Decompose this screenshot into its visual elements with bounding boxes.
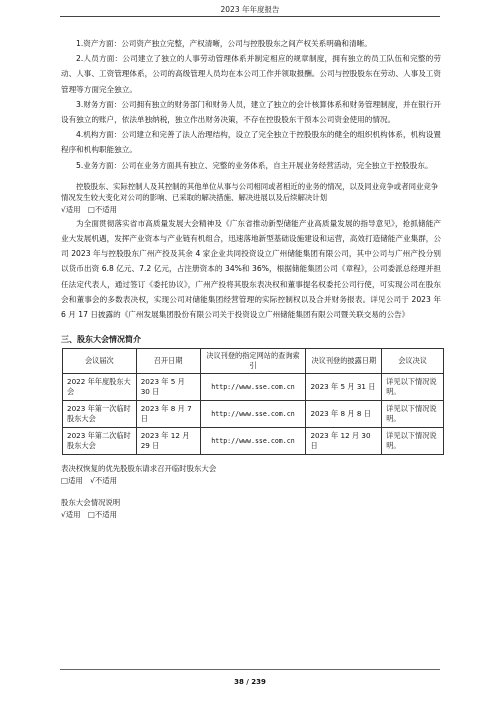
independence-finance: 3.财务方面：公司拥有独立的财务部门和财务人员，建立了独立的会计核算体系和财务管理制度，并在银行开设有独立的账户，依法单独纳税，独立作出财务决策，不存在控股股东干预本公司资金使用的情况。 — [61, 99, 441, 125]
independence-personnel: 2.人员方面：公司建立了独立的人事劳动管理体系并制定相应的规章制度，拥有独立的员工队伍和完整的劳动、人事、工资管理体系，公司的高级管理人员均在本公司工作并领取报酬。公司与控股股东在劳动、人事及工资管理等方面完全独立。 — [61, 54, 441, 94]
cell-resolution: 详见以下情况说明。 — [382, 428, 444, 455]
cell-date: 2023 年 5 月 30 日 — [136, 374, 200, 401]
competition-applicability: √适用 □不适用 — [61, 204, 118, 214]
header-resolution: 会议决议 — [382, 349, 444, 374]
shareholder-meetings-table — [62, 348, 444, 455]
cell-session: 2022 年年度股东大会 — [63, 374, 137, 401]
page-header: 2023 年年度报告 — [220, 5, 280, 14]
header-divider — [60, 16, 440, 17]
cell-date: 2023 年 8 月 7 日 — [136, 401, 200, 428]
cell-resolution: 详见以下情况说明。 — [382, 374, 444, 401]
cell-website-link[interactable]: http://www.sse.com.cn — [200, 401, 306, 428]
cell-session: 2023 年第二次临时股东大会 — [63, 428, 137, 455]
table-header-row — [63, 349, 444, 374]
independence-organization: 4.机构方面：公司建立和完善了法人治理结构，设立了完全独立于控股股东的健全的组织机构体系，机构设置程序和机构职能独立。 — [61, 130, 441, 155]
cell-website-link[interactable]: http://www.sse.com.cn — [200, 428, 306, 455]
cell-website-link[interactable]: http://www.sse.com.cn — [200, 374, 306, 401]
competition-body: 为全面贯彻落实省市高质量发展大会精神及《广东省推动新型储能产业高质量发展的指导意见》，抢抓储能产业大发展机遇，发挥产业资本与产业链有机组合，迅速落地新型基础设施建设和运营，高效打造储能产业集群，公司 2023 年与控股股东广州产投及其余 4 家企业共同投资设立广州储能集团有限公司，其中公司与广州产投分别以货币出资 6.8 亿元、7.2 亿元，占注册资本的 34%和 36%，根据储能集团公司《章程》，公司委派总经理并担任法定代表人，通过签订《委托协议》，广州产投将其股东表决权和董事提名权委托公司行使，可实现公司在股东会和董事会的多数表决权，实现公司对储能集团经营管理的实际控制权以及合并财务报表。详见公司于 2023 年 6 月 17 日披露的《广州发展集团股份有限公司关于投资设立广州储能集团有限公司暨关联交易的公告》 — [61, 218, 441, 320]
independence-business: 5.业务方面：公司在业务方面具有独立、完整的业务体系，自主开展业务经营活动，完全独立于控股股东。 — [76, 160, 433, 170]
cell-disclosure-date: 2023 年 12 月 30 日 — [306, 428, 382, 455]
meeting-explanation-applicability: √适用 □不适用 — [61, 510, 118, 520]
cell-disclosure-date: 2023 年 8 月 8 日 — [306, 401, 382, 428]
preferred-shareholders-applicability: □适用 √不适用 — [61, 476, 118, 486]
page-number: 38 / 239 — [234, 678, 266, 686]
header-website: 决议刊登的指定网站的查询索引 — [200, 349, 306, 374]
header-disclosure-date: 决议刊登的披露日期 — [306, 349, 382, 374]
header-session: 会议届次 — [63, 349, 137, 374]
page-content — [61, 36, 441, 521]
competition-question: 控股股东、实际控制人及其控制的其他单位从事与公司相同或者相近的业务的情况，以及同业竞争或者同业竞争情况发生较大变化对公司的影响、已采取的解决措施、解决进展以及后续解决计划 — [61, 181, 439, 203]
independence-assets: 1.资产方面：公司资产独立完整，产权清晰，公司与控股股东之间产权关系明确和清晰。 — [76, 39, 372, 48]
header-date: 召开日期 — [136, 349, 200, 374]
table-row — [63, 374, 444, 401]
cell-resolution: 详见以下情况说明。 — [382, 401, 444, 428]
table-row — [63, 401, 444, 428]
section-title-shareholder-meetings: 三、股东大会情况简介 — [61, 335, 141, 345]
cell-date: 2023 年 12 月 29 日 — [136, 428, 200, 455]
cell-disclosure-date: 2023 年 5 月 31 日 — [306, 374, 382, 401]
preferred-shareholders-label: 表决权恢复的优先股股东请求召开临时股东大会 — [61, 464, 217, 474]
footer-divider — [60, 669, 440, 670]
cell-session: 2023 年第一次临时股东大会 — [63, 401, 137, 428]
table-row — [63, 428, 444, 455]
meeting-explanation-label: 股东大会情况说明 — [61, 498, 121, 508]
